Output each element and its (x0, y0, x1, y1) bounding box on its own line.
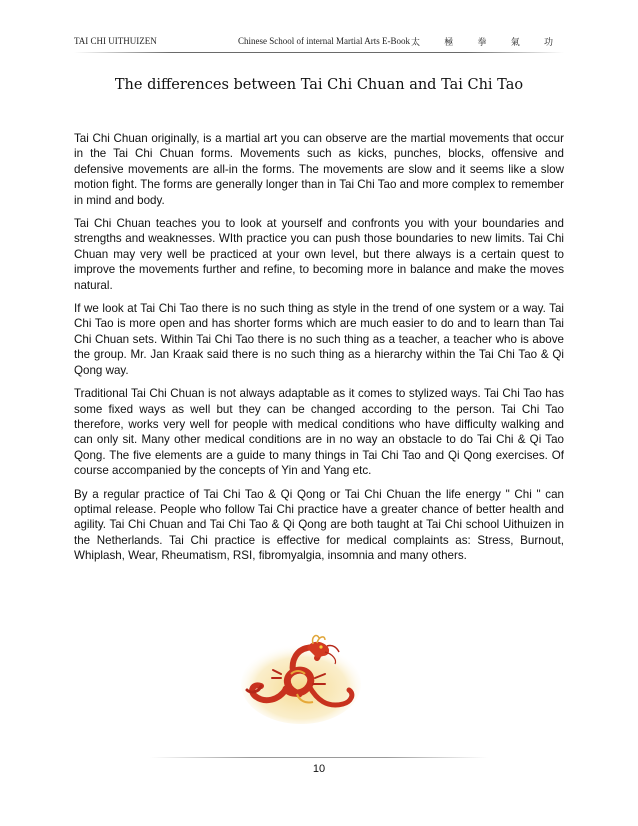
paragraph-3: If we look at Tai Chi Tao there is no such thing as style in the trend of one system or a way. Tai Chi Tao is more open and has shorter forms which are much easier to do and to learn than Tai Chi Chuan sets. Within Tai Chi Tao there is no such thing as a teacher, a teacher who is above the group. Mr. Jan Kraak said there is no such thing as a hierarchy within the Tai Chi Tao & Qi Qong way. (74, 302, 564, 377)
paragraph-4: Traditional Tai Chi Chuan is not always adaptable as it comes to stylized ways. Tai Chi Tao has some fixed ways as well but they can be changed according to the person. Tai Chi Tao therefore, works very well for people with medical conditions who have difficulty walking and can only sit. Many other medical conditions are in no way an obstacle to do Tai Chi & Qi Tao Qong. The five elements are a guide to many things in Tai Chi Tao and Qi Qong exercises. Of course accompanied by the concepts of Yin and Yang etc. (74, 387, 564, 478)
header-chinese-characters: 太 極 拳 氣 功 (410, 37, 564, 47)
page-header (74, 36, 564, 52)
page-title: The differences between Tai Chi Chuan and Tai Chi Tao (114, 77, 524, 93)
paragraph-5: By a regular practice of Tai Chi Tao & Qi Qong or Tai Chi Chuan the life energy " Chi " can optimal release. People who follow Tai Chi practice have a greater chance of better health and agility. Tai Chi Chuan and Tai Chi Tao & Qi Qong are both taught at Tai Chi school Uithuizen in the Netherlands. Tai Chi practice is effective for medical complaints as: Stress, Burnout, Whiplash, Wear, Rheumatism, RSI, fibromyalgia, insomnia and many others. (74, 487, 564, 563)
page-number: 10 (312, 763, 326, 775)
paragraph-1: Tai Chi Chuan originally, is a martial art you can observe are the martial movements that occur in the Tai Chi Chuan forms. Movements such as kicks, punches, blocks, offensive and defensive movements are all-in the forms. The movements are slow and it seems like a slow motion fight. The forms are generally longer than in Tai Chi Tao and more complex to remember in mind and body. (74, 132, 564, 207)
red-dragon-illustration (241, 634, 364, 724)
body-text (74, 131, 564, 572)
dragon-image (241, 634, 364, 724)
footer-divider (150, 757, 488, 758)
paragraph-2: Tai Chi Chuan teaches you to look at yourself and confronts you with your boundaries and strengths and weaknesses. WIth practice you can push those boundaries to new limits. Tai Chi Chuan may very well be practiced at your own level, but there always is a certain quest to improve the movements further and refine, to becoming more in balance and make the moves natural. (74, 217, 564, 292)
header-school-name: TAI CHI UITHUIZEN (74, 36, 157, 46)
header-book-title: Chinese School of internal Martial Arts E-Book (238, 36, 410, 46)
header-divider (74, 52, 564, 53)
